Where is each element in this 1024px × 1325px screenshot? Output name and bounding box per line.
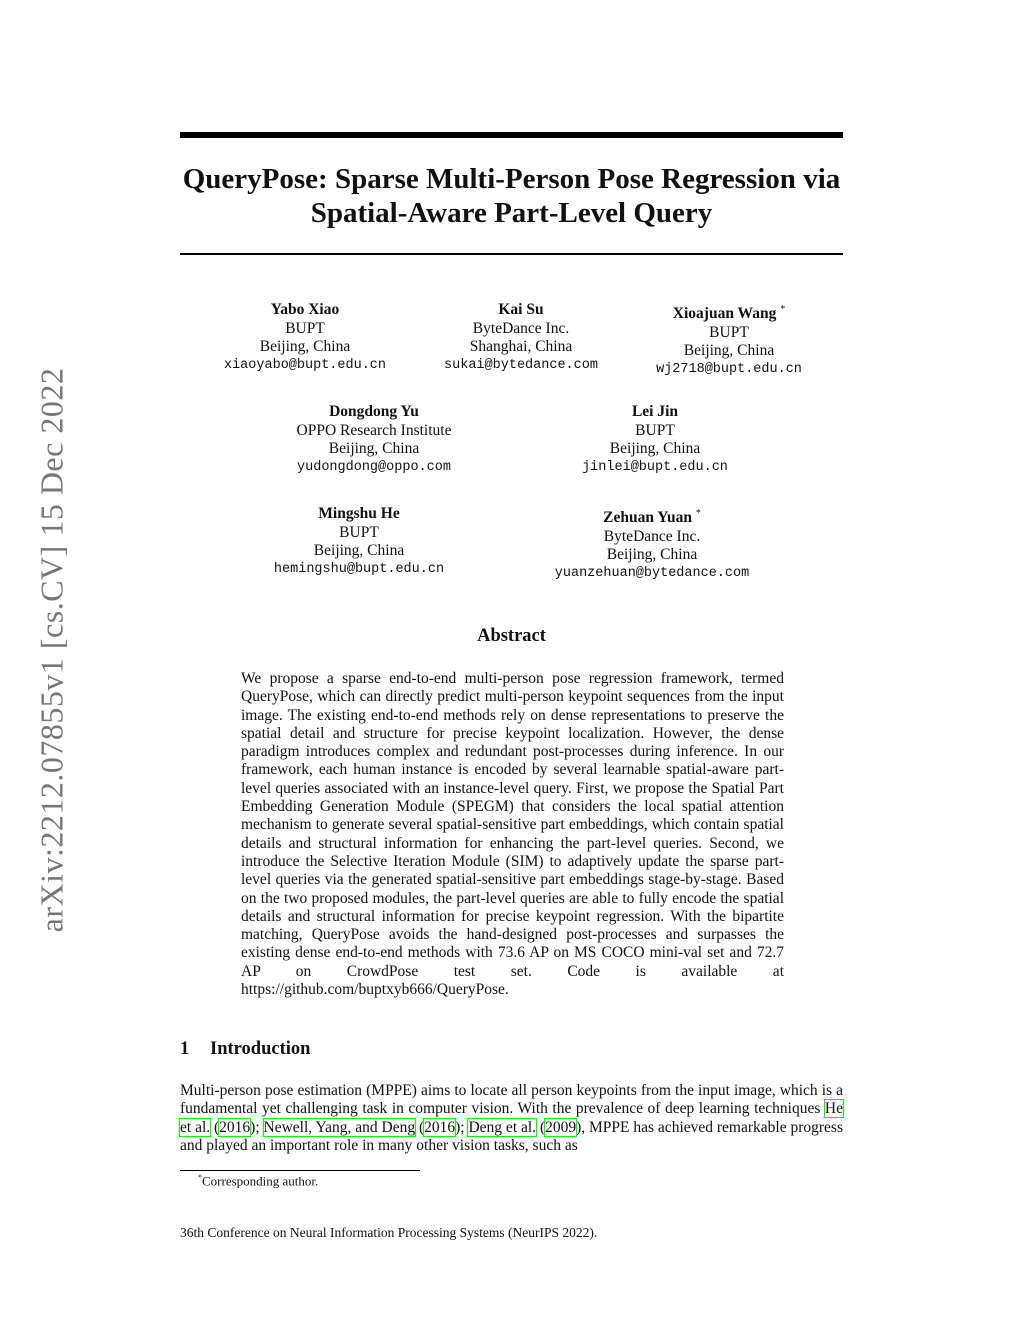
author-name: Mingshu He bbox=[318, 505, 400, 522]
author-location: Shanghai, China bbox=[469, 338, 573, 355]
intro-text: Multi-person pose estimation (MPPE) aims to locate all person keypoints from the input image, which is a fundamental yet challenging task in computer vision. With the prevalence of deep learning techniques bbox=[180, 1082, 843, 1118]
author-affiliation: BUPT bbox=[339, 523, 379, 541]
venue-footer: 36th Conference on Neural Information Processing Systems (NeurIPS 2022). bbox=[180, 1225, 598, 1240]
author-block bbox=[444, 301, 598, 375]
author-email: sukai@bytedance.com bbox=[444, 357, 598, 373]
citation-year-link[interactable]: 2016 bbox=[424, 1118, 456, 1136]
paper-title bbox=[180, 162, 843, 230]
citation-year-link[interactable]: 2016 bbox=[219, 1118, 251, 1136]
author-affiliation: BUPT bbox=[285, 319, 325, 337]
paper-title-line-1: QueryPose: Sparse Multi-Person Pose Regression via bbox=[182, 163, 841, 195]
author-email: wj2718@bupt.edu.cn bbox=[656, 361, 802, 377]
corresponding-author-mark: * bbox=[695, 508, 701, 519]
author-affiliation: ByteDance Inc. bbox=[603, 527, 701, 545]
author-block bbox=[297, 403, 452, 477]
abstract-heading: Abstract bbox=[477, 626, 546, 646]
author-affiliation: BUPT bbox=[635, 421, 675, 439]
author-location: Beijing, China bbox=[313, 542, 405, 559]
author-name-text: Xioajuan Wang bbox=[672, 305, 777, 323]
title-bottom-rule bbox=[180, 253, 843, 255]
arxiv-identifier-stamp: arXiv:2212.07855v1 [cs.CV] 15 Dec 2022 bbox=[33, 367, 70, 933]
author-email: yuanzehuan@bytedance.com bbox=[554, 565, 750, 581]
citation-link[interactable]: He et al. bbox=[180, 1100, 843, 1136]
author-email: hemingshu@bupt.edu.cn bbox=[273, 561, 445, 577]
author-name: Yabo Xiao bbox=[270, 301, 340, 318]
author-block bbox=[582, 403, 728, 477]
footnote-rule bbox=[180, 1170, 420, 1171]
author-block bbox=[555, 505, 749, 583]
author-block bbox=[274, 505, 444, 579]
corresponding-author-mark: * bbox=[780, 304, 786, 315]
citation-year-link[interactable]: 2009 bbox=[545, 1118, 577, 1136]
introduction-paragraph bbox=[180, 1082, 843, 1155]
author-name: Dongdong Yu bbox=[329, 403, 419, 420]
author-name bbox=[656, 301, 802, 324]
intro-text: ); bbox=[455, 1118, 469, 1136]
author-name: Kai Su bbox=[498, 301, 544, 318]
intro-text: ); bbox=[250, 1118, 264, 1136]
author-name bbox=[555, 505, 749, 528]
author-location: Beijing, China bbox=[259, 338, 351, 355]
section-number: 1 bbox=[180, 1039, 190, 1059]
title-top-rule bbox=[180, 132, 843, 138]
author-affiliation: BUPT bbox=[709, 323, 749, 341]
footnote-mark: * bbox=[198, 1173, 202, 1182]
citation-link[interactable]: Newell, Yang, and Deng bbox=[263, 1118, 416, 1136]
abstract-text: We propose a sparse end-to-end multi-person pose regression framework, termed QueryPose, which can directly predict multi-person keypoint sequences from the input image. The existing end-to-end methods rely on dense representations to preserve the spatial detail and structure for precise keypoint localization. However, the dense paradigm introduces complex and redundant post-processes during inference. In our framework, each human instance is encoded by several learnable spatial-aware part-level queries associated with an instance-level query. First, we propose the Spatial Part Embedding Generation Module (SPEGM) that considers the local spatial attention mechanism to generate several spatial-sensitive part embeddings, which contain spatial details and structural information for enhancing the part-level queries. Second, we introduce the Selective Iteration Module (SIM) to adaptively update the sparse part-level queries via the generated spatial-sensitive part embeddings stage-by-stage. Based on the two proposed modules, the part-level queries are able to fully encode the spatial details and structural information for precise keypoint regression. With the bipartite matching, QueryPose avoids the hand-designed post-processes and surpasses the existing dense end-to-end methods with 73.6 AP on MS COCO mini-val set and 72.7 AP on CrowdPose test set. Code is available at https://github.com/buptxyb666/QueryPose. bbox=[241, 670, 784, 999]
author-name-text: Zehuan Yuan bbox=[603, 509, 692, 527]
author-affiliation: OPPO Research Institute bbox=[296, 421, 452, 439]
footnote-text: Corresponding author. bbox=[202, 1173, 319, 1189]
author-location: Beijing, China bbox=[683, 342, 775, 360]
paper-title-line-2: Spatial-Aware Part-Level Query bbox=[310, 197, 713, 229]
author-location: Beijing, China bbox=[606, 546, 698, 564]
author-location: Beijing, China bbox=[328, 440, 420, 457]
section-heading bbox=[180, 1039, 310, 1060]
citation-link[interactable]: Deng et al. bbox=[468, 1118, 537, 1136]
intro-text: ( bbox=[415, 1118, 425, 1136]
author-block bbox=[224, 301, 386, 375]
intro-text: ), MPPE has achieved remarkable progress and played an important role in many other vision tasks, such as bbox=[180, 1118, 843, 1154]
section-title: Introduction bbox=[210, 1039, 311, 1059]
intro-text: ( bbox=[536, 1118, 546, 1136]
author-location: Beijing, China bbox=[609, 440, 701, 457]
author-email: yudongdong@oppo.com bbox=[297, 459, 451, 475]
author-email: jinlei@bupt.edu.cn bbox=[582, 459, 728, 475]
intro-text: ( bbox=[210, 1118, 220, 1136]
author-name: Lei Jin bbox=[631, 403, 679, 420]
author-email: xiaoyabo@bupt.edu.cn bbox=[223, 357, 387, 373]
author-affiliation: ByteDance Inc. bbox=[472, 319, 570, 337]
author-block bbox=[656, 301, 802, 379]
footnote bbox=[198, 1173, 318, 1189]
